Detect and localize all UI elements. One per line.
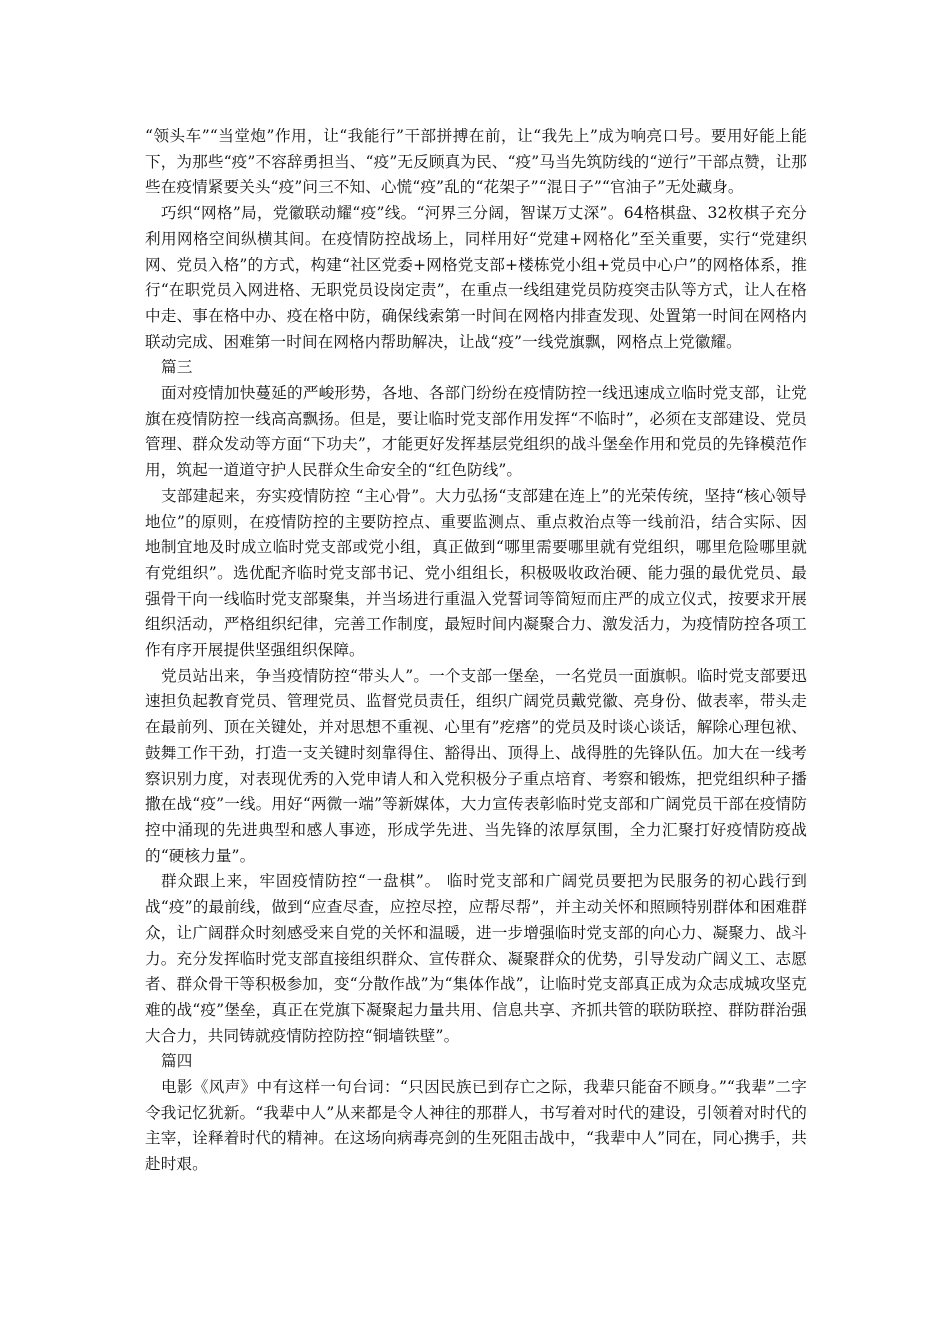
- section-heading: 篇四: [161, 1052, 193, 1071]
- paragraph: 巧织“网格”局，党徽联动耀“疫”线。“河界三分阔，智谋万丈深”。64格棋盘、32枚棋子充分利用网格空间纵横其间。在疫情防控战场上，同样用好“党建+网格化”至关重要，实行“党建织网、党员入格”的方式，构建“社区党委+网格党支部+楼栋党小组+党员中心户”的网格体系，推行“在职党员入网进格、无职党员设岗定责”，在重点一线组建党员防疫突击队等方式，让人在格中走、事在格中办、疫在格中防，确保线索第一时间在网格内排查发现、处置第一时间在网格内联动完成、困难第一时间在网格内帮助解决，让战“疫”一线党旗飘，网格点上党徽耀。: [145, 204, 807, 351]
- paragraph: 群众跟上来，牢固疫情防控“一盘棋”。 临时党支部和广阔党员要把为民服务的初心践行到战“疫”的最前线，做到“应查尽查，应控尽控，应帮尽帮”，并主动关怀和照顾特别群体和困难群众，让广阔群众时刻感受来自党的关怀和温暖，进一步增强临时党支部的向心力、凝聚力、战斗力。充分发挥临时党支部直接组织群众、宣传群众、凝聚群众的优势，引导发动广阔义工、志愿者、群众骨干等积极参加，变“分散作战”为“集体作战”，让临时党支部真正成为众志成城攻坚克难的战“疫”堡垒，真正在党旗下凝聚起力量共用、信息共享、齐抓共管的联防联控、群防群治强大合力，共同铸就疫情防控防控“铜墙铁壁”。: [145, 872, 807, 1045]
- paragraph: 电影《风声》中有这样一句台词：“只因民族已到存亡之际，我辈只能奋不顾身。”“我辈”二字令我记忆犹新。“我辈中人”从来都是令人神往的那群人，书写着对时代的建设，引领着对时代的主宰，诠释着时代的精神。在这场向病毒亮剑的生死阻击战中，“我辈中人”同在，同心携手，共赴时艰。: [145, 1078, 807, 1174]
- paragraph: 面对疫情加快蔓延的严峻形势，各地、各部门纷纷在疫情防控一线迅速成立临时党支部，让党旗在疫情防控一线高高飘扬。但是，要让临时党支部作用发挥“不临时”，必须在支部建设、党员管理、群众发动等方面“下功夫”，才能更好发挥基层党组织的战斗堡垒作用和党员的先锋模范作用，筑起一道道守护人民群众生命安全的“红色防线”。: [145, 384, 807, 480]
- section-heading: 篇三: [161, 358, 193, 377]
- paragraph: 支部建起来，夯实疫情防控 “主心骨”。大力弘扬“支部建在连上”的光荣传统，坚持“核心领导地位”的原则，在疫情防控的主要防控点、重要监测点、重点救治点等一线前沿，结合实际、因地制宜地及时成立临时党支部或党小组，真正做到“哪里需要哪里就有党组织，哪里危险哪里就有党组织”。选优配齐临时党支部书记、党小组组长，积极吸收政治硬、能力强的最优党员、最强骨干向一线临时党支部聚集，并当场进行重温入党誓词等简短而庄严的成立仪式，按要求开展组织活动，严格组织纪律，完善工作制度，最短时间内凝聚合力、激发活力，为疫情防控各项工作有序开展提供坚强组织保障。: [145, 486, 807, 660]
- paragraph: “领头车”“当堂炮”作用，让“我能行”干部拼搏在前，让“我先上”成为响亮口号。要用好能上能下，为那些“疫”不容辞勇担当、“疫”无反顾真为民、“疫”马当先筑防线的“逆行”干部点赞，让那些在疫情紧要关头“疫”问三不知、心慌“疫”乱的“花架子”“混日子”“官油子”无处藏身。: [145, 127, 807, 197]
- document-body: [145, 124, 807, 1178]
- paragraph: 党员站出来，争当疫情防控“带头人”。一个支部一堡垒，一名党员一面旗帜。临时党支部要迅速担负起教育党员、管理党员、监督党员责任，组织广阔党员戴党徽、亮身份、做表率，带头走在最前列、顶在关键处，并对思想不重视、心里有”疙瘩”的党员及时谈心谈话，解除心理包袱、鼓舞工作干劲，打造一支关键时刻靠得住、豁得出、顶得上、战得胜的先锋队伍。加大在一线考察识别力度，对表现优秀的入党申请人和入党积极分子重点培育、考察和锻炼，把党组织种子播撒在战“疫”一线。用好“两微一端”等新媒体，大力宣传表彰临时党支部和广阔党员干部在疫情防控中涌现的先进典型和感人事迹，形成学先进、当先锋的浓厚氛围，全力汇聚打好疫情防疫战的“硬核力量”。: [145, 666, 807, 865]
